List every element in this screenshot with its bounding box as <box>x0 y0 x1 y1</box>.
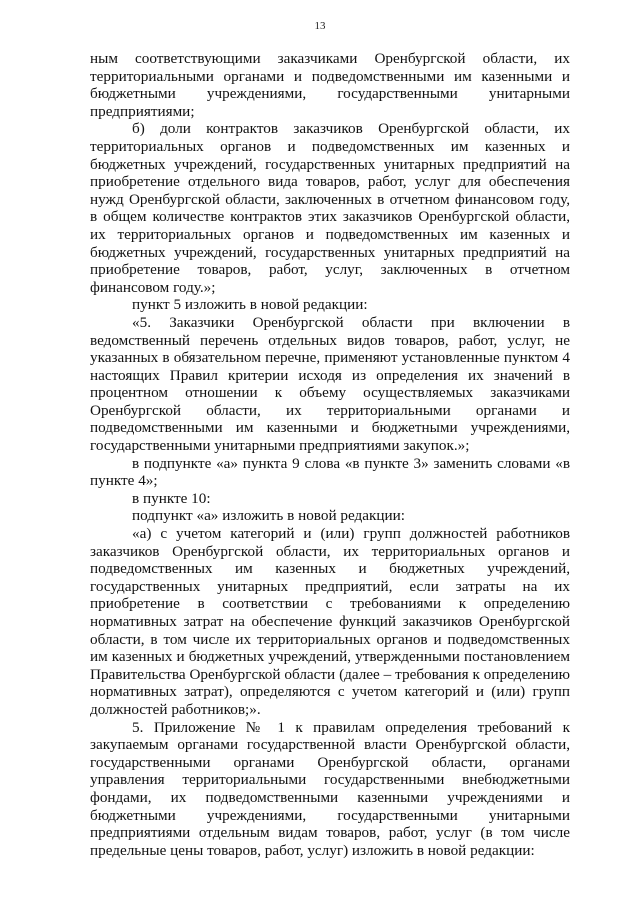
paragraph-continuation: ным соответствующими заказчиками Оренбургской области, их территориальными органами и подведомственными им казенными и бюджетными учреждениями, государственными унитарными предприятиями; <box>90 50 570 120</box>
paragraph-point-5-text: «5. Заказчики Оренбургской области при включении в ведомственный перечень отдельных видов товаров, работ, услуг, не указанных в обязательном перечне, применяют установленные пунктом 4 настоящих Правил критерии исходя из определения их значений в процентном отношении к объему осуществляемых заказчиками Оренбургской области, их территориальными органами и подведомственными им казенными и бюджетными учреждениями, государственными унитарными предприятиями закупок.»; <box>90 313 570 455</box>
paragraph-subitem-b: б) доли контрактов заказчиков Оренбургской области, их территориальных органов и подведомственных им казенных и бюджетных учреждений, государственных унитарных предприятий на приобретение отдельного вида товаров, работ, услуг для обеспечения нужд Оренбургской области, заключенных в отчетном финансовом году, в общем количестве контрактов этих заказчиков Оренбургской области, их территориальных органов и подведомственных им казенных и бюджетных учреждений, государственных унитарных предприятий на приобретение товаров, работ, услуг, заключенных в отчетном финансовом году.»; <box>90 120 570 296</box>
page-number: 13 <box>314 20 326 32</box>
paragraph-point-9-amendment: в подпункте «а» пункта 9 слова «в пункте 3» заменить словами «в пункте 4»; <box>90 454 570 490</box>
paragraph-subitem-a-instruction: подпункт «а» изложить в новой редакции: <box>132 507 405 525</box>
paragraph-point-10: в пункте 10: <box>132 489 211 507</box>
document-body <box>90 50 570 859</box>
paragraph-appendix-1: 5. Приложение № 1 к правилам определения требований к закупаемым органами государственной власти Оренбургской области, государственными органами Оренбургской области, органами управления территориальными государственными внебюджетными фондами, их подведомственными казенными учреждениями и бюджетными учреждениями, государственными унитарными предприятиями отдельным видам товаров, работ, услуг (в том числе предельные цены товаров, работ, услуг) изложить в новой редакции: <box>90 718 570 859</box>
paragraph-point-5-instruction: пункт 5 изложить в новой редакции: <box>132 296 368 314</box>
paragraph-subitem-a-text: «а) с учетом категорий и (или) групп должностей работников заказчиков Оренбургской области, их территориальных органов и подведомственных им казенных и бюджетных учреждений, государственных унитарных предприятий, если затраты на их приобретение в соответствии с требованиями к определению нормативных затрат на обеспечение функций заказчиков Оренбургской области, в том числе их территориальных органов и подведомственных им казенных и бюджетных учреждений, утвержденными постановлением Правительства Оренбургской области (далее – требования к определению нормативных затрат), определяются с учетом категорий и (или) групп должностей работников;». <box>90 525 570 718</box>
